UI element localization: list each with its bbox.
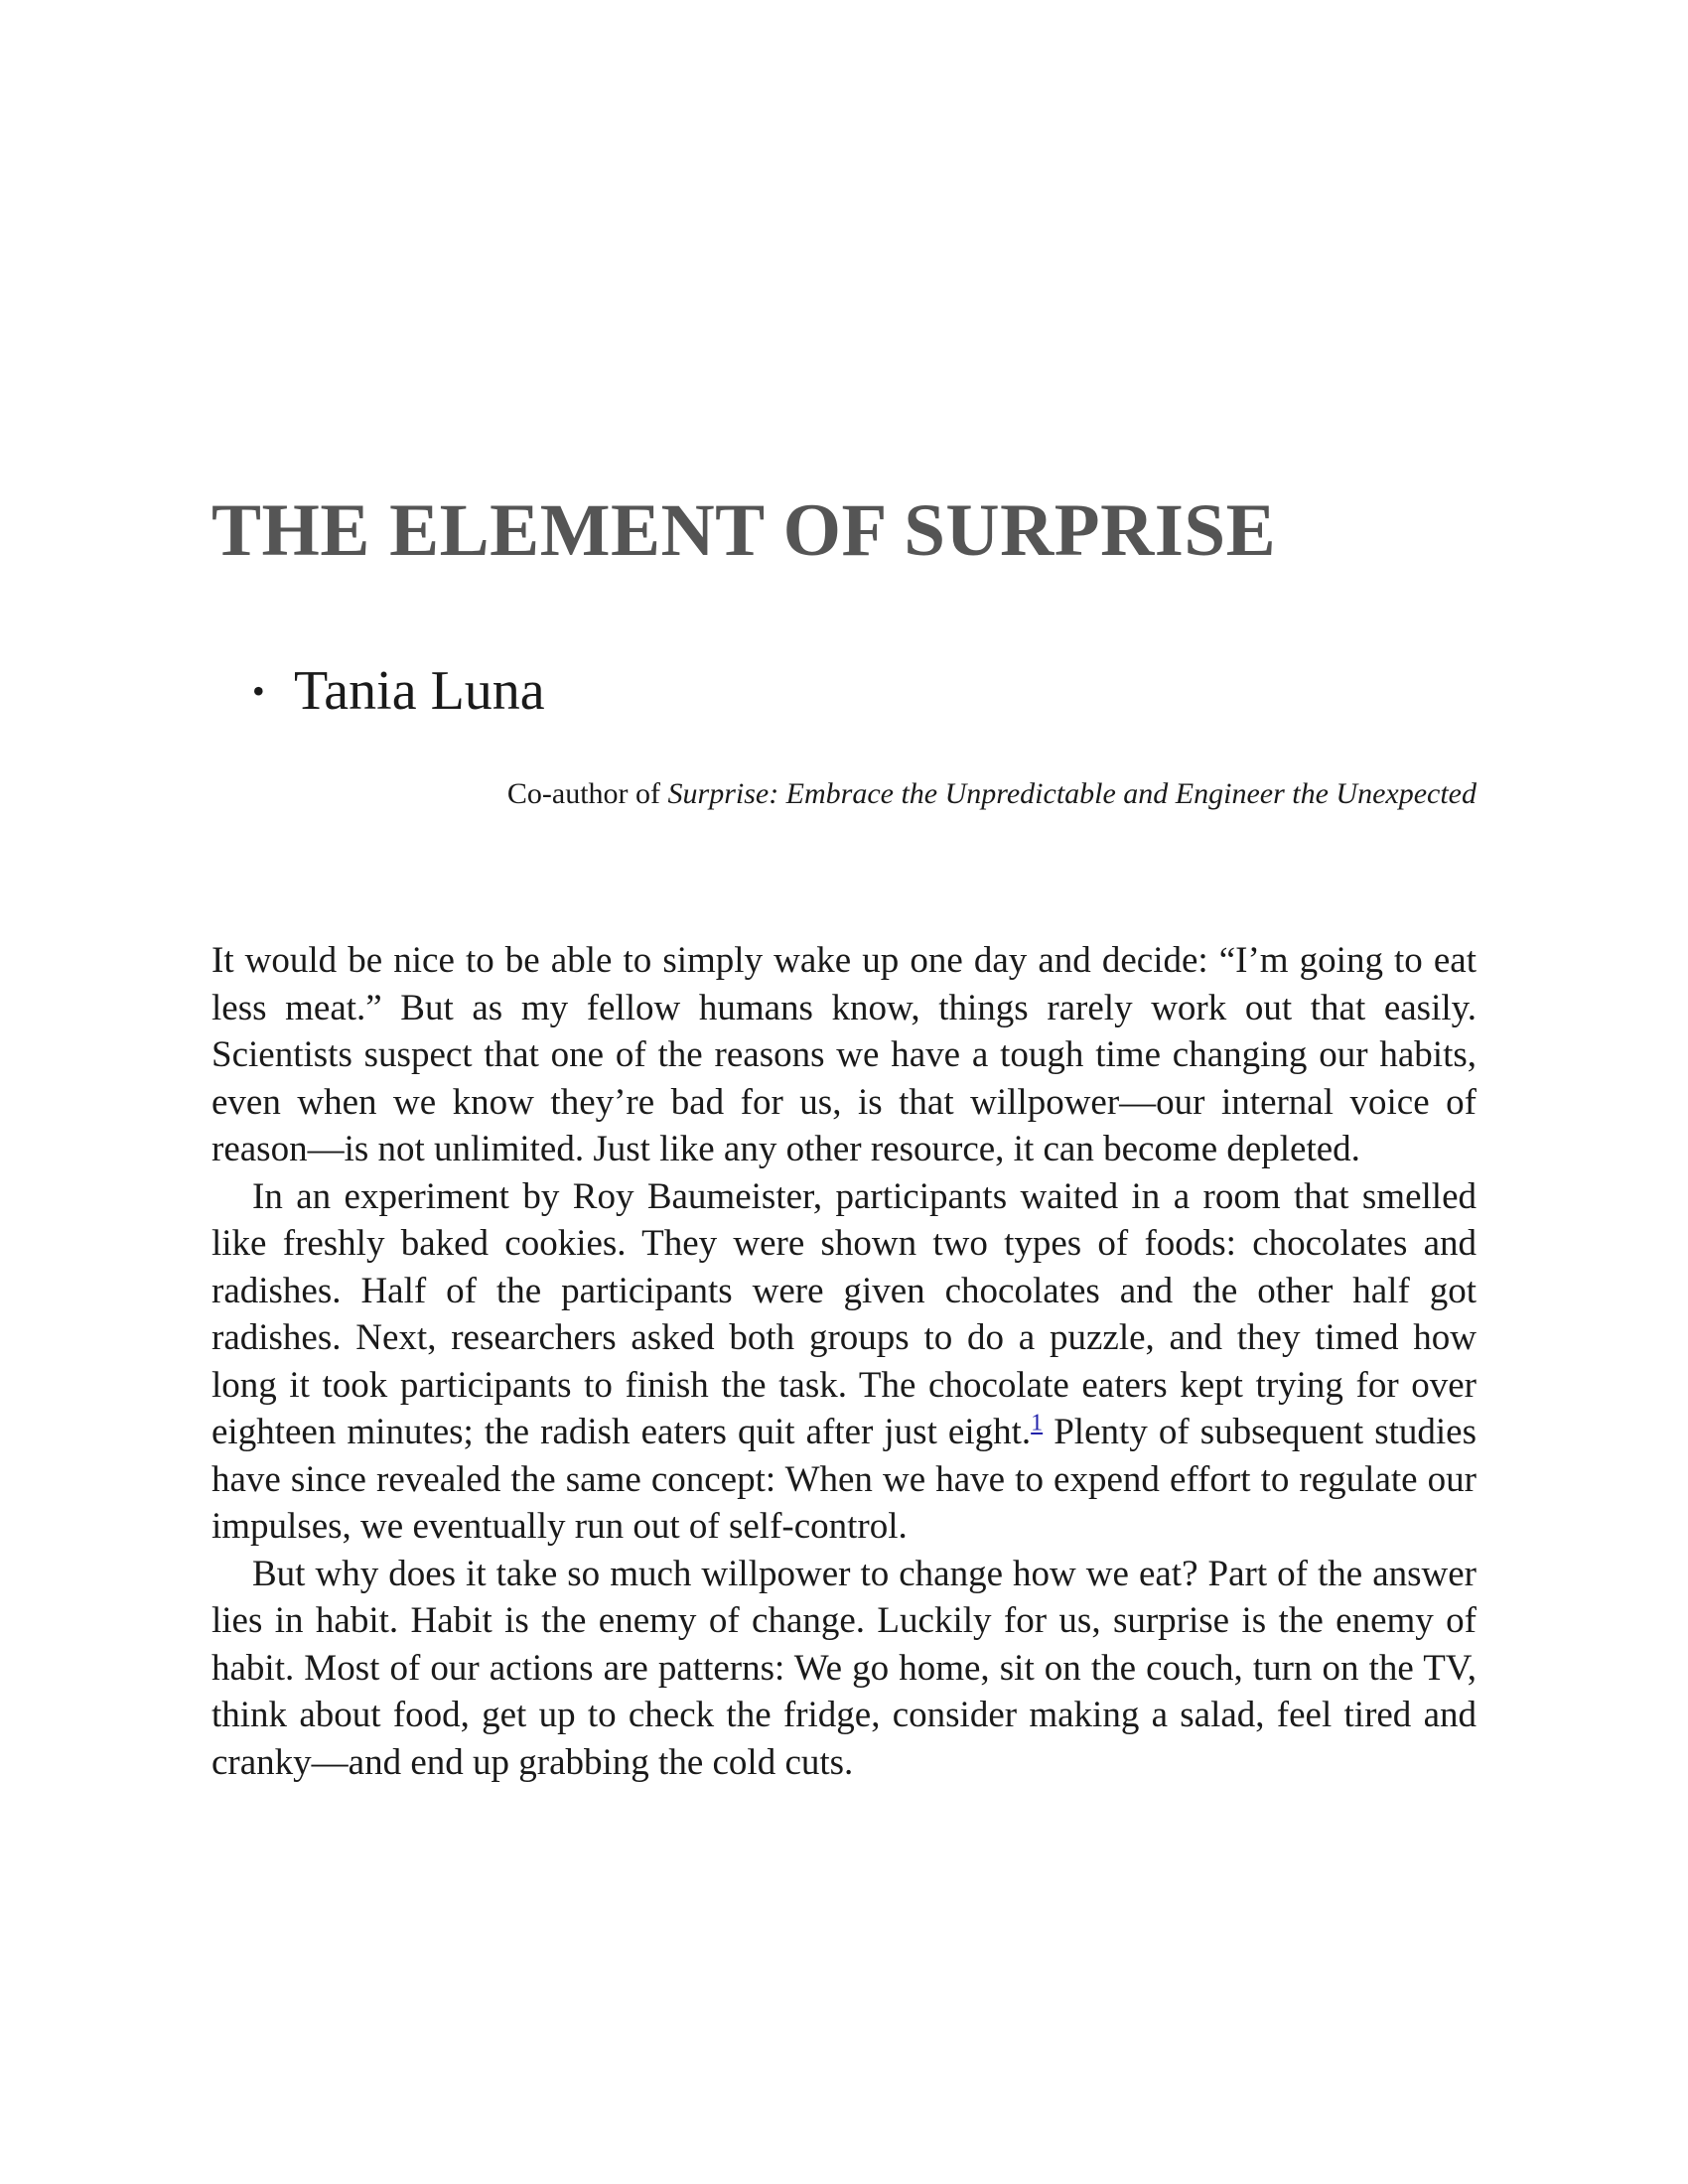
paragraph-2 bbox=[211, 1173, 1477, 1551]
paragraph-2-text-before: In an experiment by Roy Baumeister, participants waited in a room that smelled like freshly baked cookies. They were shown two types of foods: chocolates and radishes. Half of the participants were given chocolates and the other half got radishes. Next, researchers asked both groups to do a puzzle, and they timed how long it took participants to finish the task. The chocolate eaters kept trying for over eighteen minutes; the radish eaters quit after just eight. bbox=[211, 1175, 1477, 1452]
bullet-icon: • bbox=[252, 671, 265, 711]
author-credit bbox=[507, 774, 1477, 814]
author-item bbox=[211, 651, 545, 731]
document-page bbox=[211, 0, 1477, 2184]
paragraph-1: It would be nice to be able to simply wake up one day and decide: “I’m going to eat less meat.” But as my fellow humans know, things rarely work out that easily. Scientists suspect that one of the reasons we have a tough time changing our habits, even when we know they’re bad for us, is that willpower—our internal voice of reason—is not unlimited. Just like any other resource, it can become depleted. bbox=[211, 940, 1477, 1169]
paragraph-3: But why does it take so much willpower to change how we eat? Part of the answer lies in habit. Habit is the enemy of change. Luckily for us, surprise is the enemy of habit. Most of our actions are patterns: We go home, sit on the couch, turn on the TV, think about food, get up to check the fridge, consider making a salad, feel tired and cranky—and end up grabbing the cold cuts. bbox=[211, 1553, 1477, 1783]
paragraph-2-text-after: Plenty of subsequent studies have since revealed the same concept: When we have to expend effort to regulate our impulses, we eventually run out of self-control. bbox=[211, 1412, 1477, 1547]
chapter-title: THE ELEMENT OF SURPRISE bbox=[211, 489, 1277, 572]
author-credit-prefix: Co-author of bbox=[506, 777, 668, 810]
footnote-reference-link[interactable]: 1 bbox=[1031, 1410, 1044, 1436]
author-list bbox=[211, 651, 545, 731]
book-title: Surprise: Embrace the Unpredictable and Engineer the Unexpected bbox=[667, 777, 1477, 810]
author-name: Tania Luna bbox=[294, 660, 545, 722]
chapter-body bbox=[211, 937, 1477, 1786]
